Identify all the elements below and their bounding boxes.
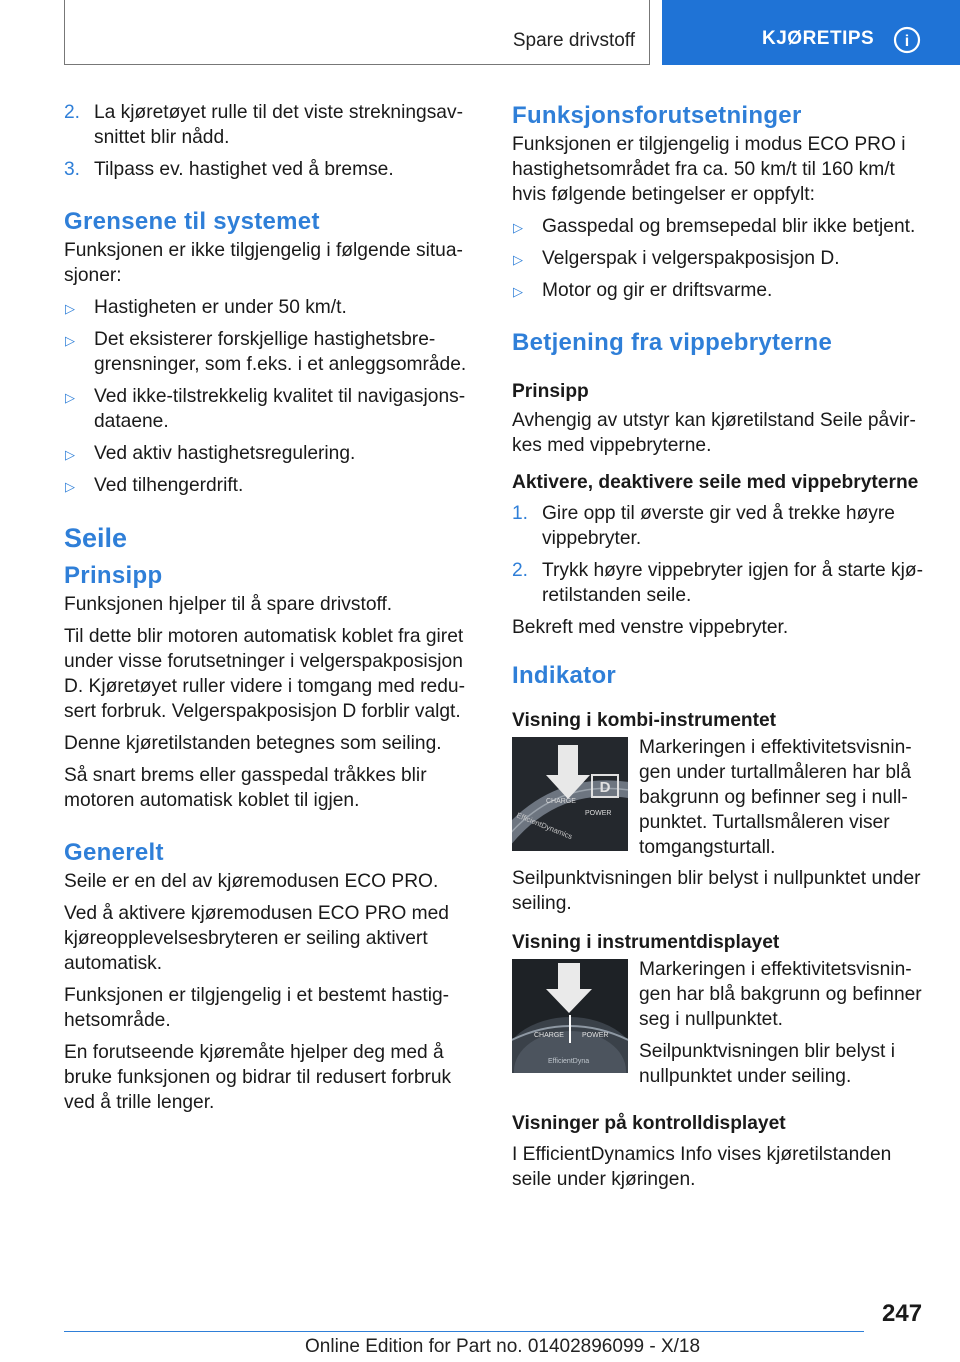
svg-text:CHARGE: CHARGE: [546, 798, 576, 805]
figure-text: [639, 957, 927, 1089]
paragraph: Markeringen i effektivitetsvisningen har blå bakgrunn og befinner seg i nullpunktet.: [639, 959, 922, 1030]
section-heading-indikator: Indikator: [512, 662, 617, 689]
info-icon[interactable]: [893, 26, 921, 54]
bullet-item: [64, 327, 476, 377]
section-heading-limits: Grensene til systemet: [64, 208, 320, 235]
triangle-bullet-icon: ▷: [513, 252, 523, 267]
svg-text:EfficientDyna: EfficientDyna: [548, 1058, 590, 1065]
section-heading-funksjon: Funksjonsforutsetninger: [512, 102, 802, 129]
paragraph: Så snart brems eller gasspedal tråkkes blir motoren automatisk koblet til igjen.: [64, 765, 427, 811]
step-item: [512, 558, 927, 608]
bullet-item: [64, 384, 476, 434]
right-column: [512, 100, 927, 1199]
bullet-item: [512, 246, 927, 271]
step-number: 3.: [64, 159, 81, 180]
bullet-item: [64, 473, 476, 498]
bullet-item: [64, 441, 476, 466]
svg-text:EfficientDynamics: EfficientDynamics: [515, 810, 574, 842]
bullet-text: Det eksisterer forskjellige hastighetsbregrensninger, som f.eks. i et anleggsområde.: [94, 329, 467, 375]
chapter-title: KJØRETIPS: [762, 28, 875, 49]
svg-text:CHARGE: CHARGE: [534, 1032, 564, 1039]
svg-text:i: i: [904, 33, 910, 50]
triangle-bullet-icon: ▷: [65, 447, 75, 462]
step-item: [64, 157, 476, 182]
paragraph: Funksjonen er tilgjengelig i modus ECO PRO i hastighetsområdet fra ca. 50 km/t til 160 km/t hvis følgende betingelser er oppfylt:: [512, 134, 906, 205]
triangle-bullet-icon: ▷: [65, 333, 75, 348]
step-item: [512, 501, 927, 551]
triangle-bullet-icon: ▷: [65, 301, 75, 316]
bullet-item: [512, 214, 927, 239]
paragraph: Seilpunktvisningen blir belyst i nullpunktet under seiling.: [512, 868, 921, 914]
triangle-bullet-icon: ▷: [65, 390, 75, 405]
bullet-text: Velgerspak i velgerspakposisjon D.: [542, 248, 840, 269]
paragraph: Seile er en del av kjøremodusen ECO PRO.: [64, 871, 439, 892]
triangle-bullet-icon: ▷: [513, 220, 523, 235]
bullet-text: Hastigheten er under 50 km/t.: [94, 297, 347, 318]
instrument-figure-row: [512, 957, 927, 1097]
triangle-bullet-icon: ▷: [65, 479, 75, 494]
subheading-aktivere: Aktivere, deaktivere seile med vippebryterne: [512, 472, 919, 493]
footer-edition: Online Edition for Part no. 01402896099 - X/18: [305, 1336, 701, 1357]
step-text: La kjøretøyet rulle til det viste strekningsavsnittet blir nådd.: [94, 102, 463, 148]
bullet-item: [64, 295, 476, 320]
section-heading-prinsipp: Prinsipp: [64, 562, 163, 589]
step-text: Gire opp til øverste gir ved å trekke høyre vippebryter.: [542, 503, 895, 549]
paragraph: I EfficientDynamics Info vises kjøretilstanden seile under kjøringen.: [512, 1144, 892, 1190]
chapter-heading-seile: Seile: [64, 523, 128, 553]
subheading-kontroll: Visninger på kontrolldisplayet: [512, 1113, 786, 1134]
step-number: 2.: [64, 102, 81, 123]
bullet-text: Ved ikke-tilstrekkelig kvalitet til navigasjonsdataene.: [94, 386, 466, 432]
triangle-bullet-icon: ▷: [513, 284, 523, 299]
paragraph: Denne kjøretilstanden betegnes som seiling.: [64, 733, 442, 754]
chapter-tab[interactable]: [662, 0, 960, 65]
subheading-kombi: Visning i kombi-instrumentet: [512, 710, 777, 731]
kombi-figure-row: [512, 735, 927, 860]
step-item: [64, 100, 476, 150]
page-number: 247: [882, 1300, 923, 1327]
bullet-text: Gasspedal og bremsepedal blir ikke betjent.: [542, 216, 916, 237]
bullet-text: Ved tilhengerdrift.: [94, 475, 244, 496]
subheading-instrument: Visning i instrumentdisplayet: [512, 932, 780, 953]
paragraph: Funksjonen er ikke tilgjengelig i følgende situasjoner:: [64, 240, 463, 286]
paragraph: Avhengig av utstyr kan kjøretilstand Seile påvirkes med vippebryterne.: [512, 410, 916, 456]
subheading-prinsipp: Prinsipp: [512, 381, 589, 402]
step-text: Trykk høyre vippebryter igjen for å starte kjøretilstanden seile.: [542, 560, 924, 606]
instrument-display-image: [512, 959, 628, 1073]
bullet-text: Ved aktiv hastighetsregulering.: [94, 443, 356, 464]
bullet-text: Motor og gir er driftsvarme.: [542, 280, 773, 301]
svg-text:D: D: [599, 779, 611, 796]
svg-text:POWER: POWER: [585, 810, 612, 817]
step-text: Tilpass ev. hastighet ved å bremse.: [94, 159, 394, 180]
footer-divider: [64, 1331, 864, 1332]
step-number: 2.: [512, 560, 529, 581]
paragraph: Funksjonen hjelper til å spare drivstoff.: [64, 594, 393, 615]
section-heading-betjening: Betjening fra vippebryterne: [512, 329, 833, 356]
paragraph: Til dette blir motoren automatisk koblet fra giret under visse forutsetninger i velgerspakposisjon D. Kjøretøyet ruller videre i tomgang med redusert forbruk. Velgerspakposisjon D forblir valgt.: [64, 626, 465, 722]
page-header: [0, 0, 960, 66]
paragraph: Funksjonen er tilgjengelig i et bestemt hastighetsområde.: [64, 985, 450, 1031]
section-tab: [64, 0, 650, 65]
left-column: [64, 100, 476, 1122]
paragraph: Bekreft med venstre vippebryter.: [512, 617, 789, 638]
paragraph: Markeringen i effektivitetsvisningen under turtallmåleren har blå bakgrunn og befinner seg i nullpunktet. Turtallsmåleren viser tomgangsturtall.: [639, 737, 912, 858]
section-heading-generelt: Generelt: [64, 839, 164, 866]
section-title: Spare drivstoff: [512, 30, 635, 51]
paragraph: Ved å aktivere kjøremodusen ECO PRO med kjøreopplevelsesbryteren er seiling aktivert automatisk.: [64, 903, 449, 974]
paragraph: En forutseende kjøremåte hjelper deg med å bruke funksjonen og bidrar til redusert forbruk ved å trille lenger.: [64, 1042, 452, 1113]
svg-text:POWER: POWER: [582, 1032, 609, 1039]
bullet-item: [512, 278, 927, 303]
paragraph: Seilpunktvisningen blir belyst i nullpunktet under seiling.: [639, 1041, 895, 1087]
step-number: 1.: [512, 503, 529, 524]
kombi-instrument-image: [512, 737, 628, 851]
